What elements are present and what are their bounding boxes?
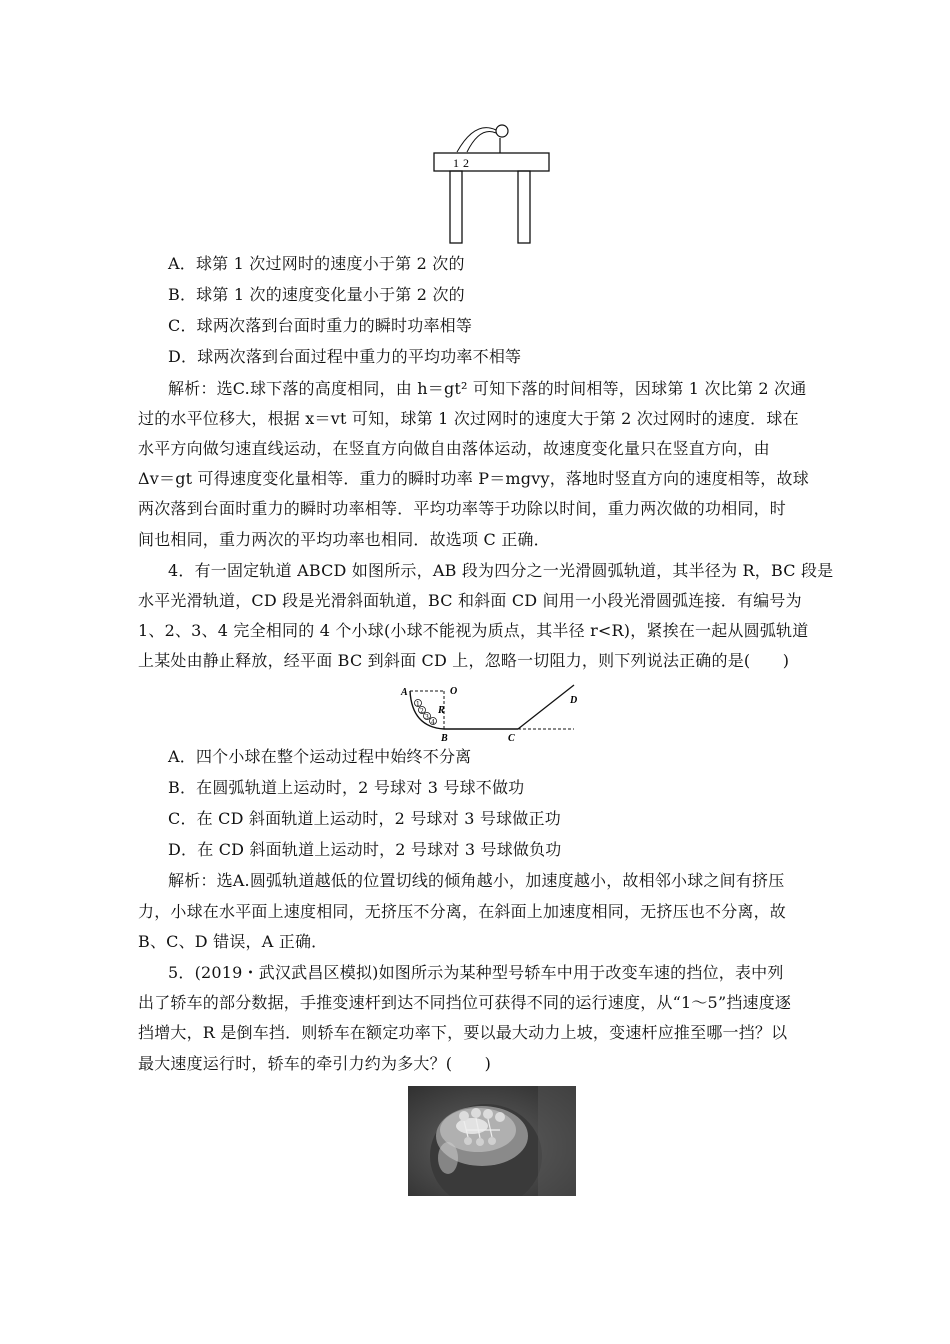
q3-solution-line-4: Δv＝gt 可得速度变化量相等．重力的瞬时功率 P＝mgvy，落地时竖直方向的速度相等，故球	[138, 469, 809, 488]
q3-option-c: C．球两次落到台面时重力的瞬时功率相等	[168, 316, 473, 335]
ball-label-3: 3	[425, 714, 429, 721]
q4-stem-line-1: 4．有一固定轨道 ABCD 如图所示，AB 段为四分之一光滑圆弧轨道，其半径为 R，BC 段是	[168, 561, 834, 580]
landing-label-2: 2	[463, 156, 469, 170]
q4-solution-line-2: 力，小球在水平面上速度相同，无挤压不分离，在斜面上加速度相同，无挤压也不分离，故	[138, 902, 787, 921]
q5-stem-line-2: 出了轿车的部分数据，手推变速杆到达不同挡位可获得不同的运行速度，从“1～5”挡速度逐	[138, 993, 792, 1012]
q4-option-b: B．在圆弧轨道上运动时，2 号球对 3 号球不做功	[168, 778, 525, 797]
q4-solution-line-3: B、C、D 错误，A 正确．	[138, 932, 328, 951]
ball-label-1: 1	[416, 701, 420, 708]
q3-solution-line-2: 过的水平位移大，根据 x＝vt 可知，球第 1 次过网时的速度大于第 2 次过网时的速度．球在	[138, 409, 799, 428]
q4-stem-line-2: 水平光滑轨道，CD 段是光滑斜面轨道，BC 和斜面 CD 间用一小段光滑圆弧连接．有编号为	[138, 591, 802, 610]
q4-option-a: A．四个小球在整个运动过程中始终不分离	[168, 747, 472, 766]
point-d-label: D	[570, 695, 578, 706]
q5-stem-line-3: 挡增大，R 是倒车挡．则轿车在额定功率下，要以最大动力上坡，变速杆应推至哪一挡？以	[138, 1023, 788, 1042]
q4-stem-line-4: 上某处由静止释放，经平面 BC 到斜面 CD 上，忽略一切阻力，则下列说法正确的是( )	[138, 651, 790, 670]
q3-option-b: B．球第 1 次的速度变化量小于第 2 次的	[168, 285, 465, 304]
q3-solution-line-5: 两次落到台面时重力的瞬时功率相等．平均功率等于功除以时间，重力两次做的功相同，时	[138, 499, 787, 518]
radius-r-label: R	[438, 705, 445, 716]
point-a-label: A	[401, 687, 408, 698]
ball-label-2: 2	[420, 708, 424, 715]
q3-option-d: D．球两次落到台面过程中重力的平均功率不相等	[168, 347, 522, 366]
q3-solution-line-3: 水平方向做匀速直线运动，在竖直方向做自由落体运动，故速度变化量只在竖直方向，由	[138, 439, 770, 458]
q4-stem-line-3: 1、2、3、4 完全相同的 4 个小球(小球不能视为质点，其半径 r<R)，紧挨在一起从圆弧轨道	[138, 621, 809, 640]
landing-label-1: 1	[453, 156, 459, 170]
point-c-label: C	[508, 733, 515, 743]
ball-label-4: 4	[431, 719, 435, 726]
q3-solution-line-6: 间也相同，重力两次的平均功率也相同．故选项 C 正确．	[138, 530, 550, 549]
q3-solution-line-1: 解析：选C.球下落的高度相同，由 h＝gt² 可知下落的时间相等，因球第 1 次比第 2 次通	[168, 379, 807, 398]
q3-option-a: A．球第 1 次过网时的速度小于第 2 次的	[168, 254, 465, 273]
q5-stem-line-1: 5．(2019・武汉武昌区模拟)如图所示为某种型号轿车中用于改变车速的挡位，表中列	[168, 963, 784, 982]
q4-option-d: D．在 CD 斜面轨道上运动时，2 号球对 3 号球做负功	[168, 840, 562, 859]
q5-stem-line-4: 最大速度运行时，轿车的牵引力约为多大？( )	[138, 1054, 492, 1073]
q4-option-c: C．在 CD 斜面轨道上运动时，2 号球对 3 号球做正功	[168, 809, 561, 828]
table-tennis-figure	[430, 118, 555, 246]
track-figure	[398, 683, 598, 743]
point-b-label: B	[441, 733, 448, 743]
gear-shift-photo	[408, 1086, 576, 1196]
q4-solution-line-1: 解析：选A.圆弧轨道越低的位置切线的倾角越小，加速度越小，故相邻小球之间有挤压	[168, 871, 785, 890]
point-o-label: O	[450, 686, 458, 697]
